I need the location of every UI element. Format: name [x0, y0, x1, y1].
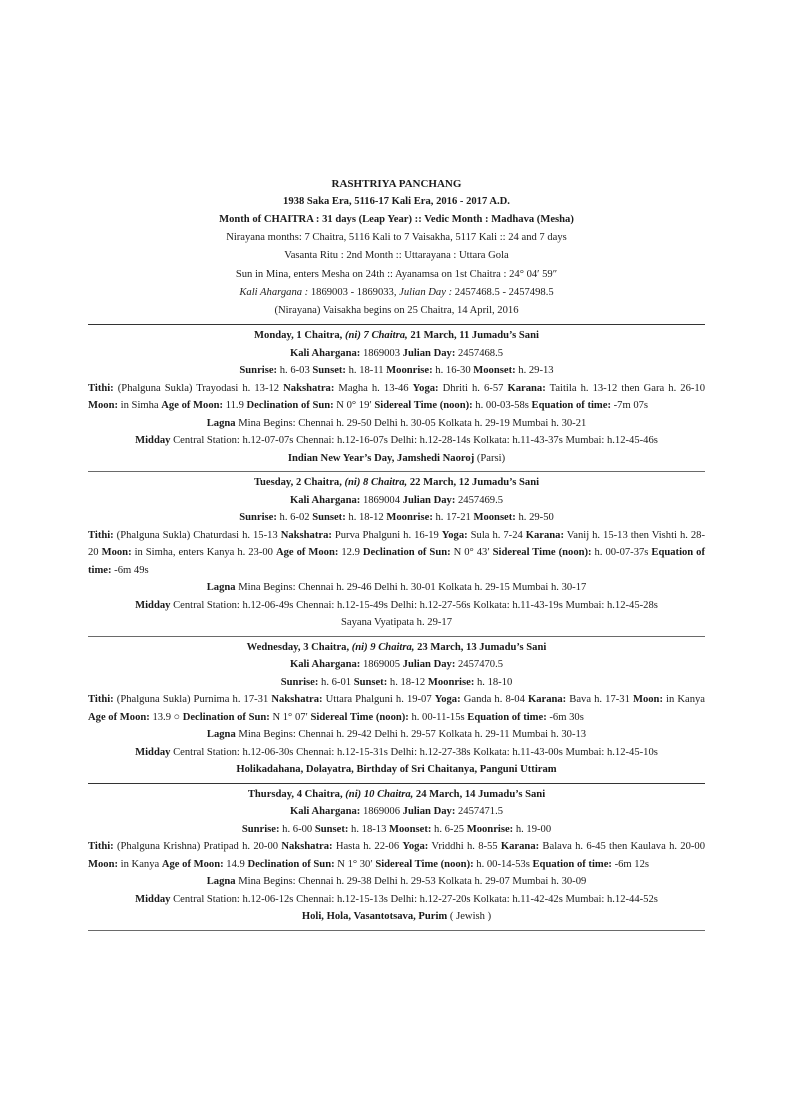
- weekday: Thursday, 4 Chaitra,: [247, 788, 346, 800]
- gregorian-date: 24 March, 14 Jumadu’s Sani: [413, 788, 546, 800]
- moon-label: Moon:: [88, 858, 119, 870]
- equation-of-time-label: Equation of time:: [88, 547, 705, 576]
- lagna-line: [88, 579, 705, 597]
- lagna-label: Lagna: [206, 729, 236, 741]
- sunrise-label: Sunrise:: [239, 512, 277, 524]
- julian-day-value: 2457468.5: [455, 347, 504, 359]
- tithi-paragraph: [88, 527, 705, 580]
- yoga-value: Vriddhi h. 8-55: [428, 841, 501, 853]
- equation-of-time-value: -6m 30s: [546, 711, 584, 723]
- kali-ahargana-value: 1869003: [360, 347, 403, 359]
- festival-name: Holikadahana, Dolayatra, Birthday of Sri Chaitanya, Panguni Uttiram: [236, 764, 557, 776]
- ahargana-line: [88, 803, 705, 821]
- page-title: RASHTRIYA PANCHANG: [331, 178, 462, 190]
- age-of-moon-label: Age of Moon:: [161, 400, 224, 412]
- midday-line: [88, 744, 705, 762]
- moon-label: Moon:: [88, 400, 119, 412]
- yoga-value: Ganda h. 8-04: [460, 694, 528, 706]
- karana-label: Karana:: [525, 529, 565, 541]
- julian-day-label: Julian Day:: [402, 806, 456, 818]
- sunrise-value: h. 6-02: [276, 512, 313, 524]
- midday-value: Central Station: h.12-06-49s Chennai: h.12-15-49s Delhi: h.12-27-56s Kolkata: h.11-43-19s Mumbai: h.12-45-28s: [170, 599, 658, 611]
- yoga-label: Yoga:: [412, 382, 439, 394]
- karana-value: Vanij h. 15-13 then Vishti h. 28-20: [88, 529, 705, 559]
- day-date-line: [88, 327, 705, 345]
- sunset-value: h. 18-11: [345, 365, 387, 377]
- midday-label: Midday: [135, 893, 171, 905]
- weekday: Tuesday, 2 Chaitra,: [253, 477, 345, 489]
- sunrise-label: Sunrise:: [280, 676, 319, 688]
- nakshatra-label: Nakshatra:: [281, 841, 333, 853]
- declination-label: Declination of Sun:: [182, 711, 270, 723]
- age-of-moon-value: 11.9: [223, 400, 247, 412]
- day-entry: [88, 474, 705, 632]
- nakshatra-value: Purva Phalguni h. 16-19: [331, 529, 442, 541]
- kali-ahargana-value: 1869005: [360, 659, 403, 671]
- karana-label: Karana:: [527, 694, 567, 706]
- karana-value: Taitila h. 13-12 then Gara h. 26-10: [545, 382, 706, 394]
- nirayana-line: Nirayana months: 7 Chaitra, 5116 Kali to 7 Vaisakha, 5117 Kali :: 24 and 7 days: [226, 232, 567, 243]
- tithi-value: (Phalguna Sukla) Trayodasi h. 13-12: [113, 382, 284, 394]
- section-divider: [88, 930, 705, 931]
- karana-label: Karana:: [507, 382, 546, 394]
- julian-day-value: 2457470.5: [455, 659, 504, 671]
- karana-value: Balava h. 6-45 then Kaulava h. 20-00: [539, 841, 706, 853]
- lagna-line: [88, 726, 705, 744]
- month-line: Month of CHAITRA : 31 days (Leap Year) :: Vedic Month : Madhava (Mesha): [219, 214, 574, 225]
- moonset-label: Moonset:: [389, 823, 432, 835]
- gregorian-date: 23 March, 13 Jumadu’s Sani: [414, 641, 547, 653]
- moonrise-value: h. 19-00: [513, 823, 552, 835]
- yoga-label: Yoga:: [434, 694, 461, 706]
- tithi-value: (Phalguna Sukla) Chaturdasi h. 15-13: [113, 529, 281, 541]
- kali-ahargana-value: 1869003 - 1869033,: [308, 286, 400, 298]
- kali-ahargana-label: Kali Ahargana:: [289, 347, 361, 359]
- section-divider: [88, 324, 705, 325]
- lagna-line: [88, 873, 705, 891]
- section-divider: [88, 636, 705, 637]
- yoga-label: Yoga:: [402, 841, 429, 853]
- weekday: Wednesday, 3 Chaitra,: [246, 641, 352, 653]
- tithi-paragraph: [88, 691, 705, 726]
- midday-label: Midday: [135, 599, 171, 611]
- midday-label: Midday: [135, 746, 171, 758]
- declination-label: Declination of Sun:: [246, 400, 334, 412]
- nakshatra-value: Magha h. 13-46: [334, 382, 413, 394]
- midday-line: [88, 597, 705, 615]
- midday-label: Midday: [135, 435, 171, 447]
- julian-day-label: Julian Day :: [399, 286, 453, 298]
- julian-day-value: 2457471.5: [455, 806, 504, 818]
- kali-ahargana-label: Kali Ahargana :: [239, 286, 309, 298]
- age-of-moon-label: Age of Moon:: [161, 858, 224, 870]
- age-of-moon-value: 12.9: [338, 547, 363, 559]
- vaisakha-line: (Nirayana) Vaisakha begins on 25 Chaitra, 14 April, 2016: [274, 305, 519, 317]
- midday-line: [88, 891, 705, 909]
- karana-label: Karana:: [500, 841, 540, 853]
- ahargana-line: [88, 492, 705, 510]
- sunrise-value: h. 6-00: [279, 823, 315, 835]
- moon-label: Moon:: [632, 694, 663, 706]
- yoga-value: Dhriti h. 6-57: [438, 382, 508, 394]
- equation-of-time-value: -7m 07s: [610, 400, 649, 412]
- day-date-line: [88, 474, 705, 492]
- midday-value: Central Station: h.12-07-07s Chennai: h.12-16-07s Delhi: h.12-28-14s Kolkata: h.11-43-37s Mumbai: h.12-45-46s: [170, 435, 658, 447]
- nakshatra-label: Nakshatra:: [271, 694, 323, 706]
- rise-set-line: [88, 362, 705, 380]
- sunset-label: Sunset:: [312, 512, 346, 524]
- declination-value: N 0° 43′: [450, 547, 493, 559]
- sunset-value: h. 18-12: [387, 676, 428, 688]
- julian-day-label: Julian Day:: [402, 659, 456, 671]
- kali-ahargana-label: Kali Ahargana:: [289, 659, 361, 671]
- sunrise-value: h. 6-01: [318, 676, 354, 688]
- moonrise-value: h. 18-10: [474, 676, 513, 688]
- section-divider: [88, 783, 705, 784]
- sidereal-time-label: Sidereal Time (noon):: [375, 858, 474, 870]
- equation-of-time-label: Equation of time:: [467, 711, 547, 723]
- festival-line: [88, 614, 705, 632]
- yoga-value: Sula h. 7-24: [467, 529, 526, 541]
- festival-line: [88, 761, 705, 779]
- festival-note: (Parsi): [474, 452, 506, 464]
- karana-value: Bava h. 17-31: [566, 694, 633, 706]
- sunset-label: Sunset:: [314, 823, 349, 835]
- midday-value: Central Station: h.12-06-30s Chennai: h.12-15-31s Delhi: h.12-27-38s Kolkata: h.11-43-00s Mumbai: h.12-45-10s: [170, 746, 658, 758]
- yoga-label: Yoga:: [441, 529, 468, 541]
- day-entry: [88, 327, 705, 467]
- lagna-label: Lagna: [206, 582, 236, 594]
- midday-value: Central Station: h.12-06-12s Chennai: h.12-15-13s Delhi: h.12-27-20s Kolkata: h.11-42-42s Mumbai: h.12-44-52s: [170, 893, 658, 905]
- festival-name: Holi, Hola, Vasantotsava, Purim: [301, 911, 448, 923]
- equation-of-time-label: Equation of time:: [532, 858, 612, 870]
- tithi-paragraph: [88, 380, 705, 415]
- tithi-value: (Phalguna Krishna) Pratipad h. 20-00: [113, 841, 282, 853]
- declination-value: N 1° 30′: [334, 858, 376, 870]
- sidereal-time-value: h. 00-03-58s: [472, 400, 532, 412]
- age-of-moon-value: 13.9 ○: [149, 711, 183, 723]
- moonrise-label: Moonrise:: [466, 823, 514, 835]
- kali-ahargana-value: 1869006: [360, 806, 403, 818]
- sunset-label: Sunset:: [312, 365, 346, 377]
- tithi-label: Tithi:: [88, 841, 114, 853]
- sunset-label: Sunset:: [353, 676, 388, 688]
- panchang-page: [88, 175, 705, 933]
- rise-set-line: [88, 821, 705, 839]
- moonset-value: h. 6-25: [431, 823, 467, 835]
- declination-value: N 0° 19′: [333, 400, 375, 412]
- era-line: 1938 Saka Era, 5116-17 Kali Era, 2016 - 2017 A.D.: [283, 196, 510, 207]
- ahargana-line: [88, 345, 705, 363]
- age-of-moon-value: 14.9: [223, 858, 248, 870]
- festival-line: [88, 908, 705, 926]
- ahargana-line: [88, 284, 705, 302]
- equation-of-time-value: -6m 12s: [611, 858, 650, 870]
- sidereal-time-label: Sidereal Time (noon):: [492, 547, 592, 559]
- sunrise-label: Sunrise:: [241, 823, 280, 835]
- moonset-label: Moonset:: [473, 365, 516, 377]
- lagna-value: Mina Begins: Chennai h. 29-38 Delhi h. 29-53 Kolkata h. 29-07 Mumbai h. 30-09: [235, 876, 587, 888]
- nirayana-date: (ni) 7 Chaitra,: [344, 330, 408, 342]
- sidereal-time-value: h. 00-11-15s: [408, 711, 468, 723]
- kali-ahargana-value: 1869004: [360, 494, 403, 506]
- section-divider: [88, 471, 705, 472]
- tithi-value: (Phalguna Sukla) Purnima h. 17-31: [113, 694, 272, 706]
- nakshatra-label: Nakshatra:: [280, 529, 332, 541]
- kali-ahargana-label: Kali Ahargana:: [289, 806, 361, 818]
- day-date-line: [88, 639, 705, 657]
- nirayana-date: (ni) 10 Chaitra,: [345, 788, 414, 800]
- sunset-value: h. 18-13: [348, 823, 390, 835]
- declination-value: N 1° 07′: [269, 711, 311, 723]
- equation-of-time-value: -6m 49s: [111, 564, 149, 576]
- age-of-moon-label: Age of Moon:: [275, 547, 339, 559]
- sunset-value: h. 18-12: [345, 512, 387, 524]
- gregorian-date: 22 March, 12 Jumadu’s Sani: [407, 477, 540, 489]
- julian-day-value: 2457468.5 - 2457498.5: [452, 286, 554, 298]
- nakshatra-value: Hasta h. 22-06: [332, 841, 403, 853]
- nakshatra-label: Nakshatra:: [283, 382, 335, 394]
- weekday: Monday, 1 Chaitra,: [254, 330, 345, 342]
- nirayana-date: (ni) 8 Chaitra,: [344, 477, 408, 489]
- day-entry: [88, 639, 705, 779]
- festival-note: ( Jewish ): [447, 911, 492, 923]
- age-of-moon-label: Age of Moon:: [88, 711, 150, 723]
- rise-set-line: [88, 509, 705, 527]
- moonrise-label: Moonrise:: [386, 365, 433, 377]
- moon-value: in Kanya: [662, 694, 706, 706]
- lagna-value: Mina Begins: Chennai h. 29-50 Delhi h. 30-05 Kolkata h. 29-19 Mumbai h. 30-21: [235, 417, 587, 429]
- julian-day-value: 2457469.5: [455, 494, 504, 506]
- moonset-value: h. 29-50: [515, 512, 554, 524]
- lagna-line: [88, 415, 705, 433]
- equation-of-time-label: Equation of time:: [531, 400, 611, 412]
- julian-day-label: Julian Day:: [402, 494, 456, 506]
- sun-line: Sun in Mina, enters Mesha on 24th :: Ayanamsa on 1st Chaitra : 24° 04′ 59″: [235, 268, 558, 280]
- festival-line: [88, 450, 705, 468]
- sidereal-time-label: Sidereal Time (noon):: [310, 711, 409, 723]
- day-date-line: [88, 786, 705, 804]
- moonrise-label: Moonrise:: [386, 512, 433, 524]
- lagna-value: Mina Begins: Chennai h. 29-46 Delhi h. 30-01 Kolkata h. 29-15 Mumbai h. 30-17: [235, 582, 587, 594]
- festival-note: Sayana Vyatipata h. 29-17: [340, 617, 452, 629]
- tithi-label: Tithi:: [88, 529, 114, 541]
- julian-day-label: Julian Day:: [402, 347, 456, 359]
- kali-ahargana-label: Kali Ahargana:: [289, 494, 361, 506]
- ritu-line: Vasanta Ritu : 2nd Month :: Uttarayana : Uttara Gola: [284, 250, 509, 262]
- moonrise-value: h. 16-30: [432, 365, 474, 377]
- tithi-paragraph: [88, 838, 705, 873]
- moon-value: in Kanya: [118, 858, 162, 870]
- sidereal-time-label: Sidereal Time (noon):: [374, 400, 473, 412]
- tithi-label: Tithi:: [88, 382, 114, 394]
- lagna-value: Mina Begins: Chennai h. 29-42 Delhi h. 29-57 Kolkata h. 29-11 Mumbai h. 30-13: [235, 729, 587, 741]
- sunrise-value: h. 6-03: [277, 365, 313, 377]
- declination-label: Declination of Sun:: [247, 858, 335, 870]
- moon-value: in Simha, enters Kanya h. 23-00: [131, 547, 276, 559]
- moonset-value: h. 29-13: [515, 365, 554, 377]
- lagna-label: Lagna: [206, 417, 236, 429]
- sidereal-time-value: h. 00-07-37s: [591, 547, 652, 559]
- lagna-label: Lagna: [206, 876, 236, 888]
- midday-line: [88, 432, 705, 450]
- ahargana-line: [88, 656, 705, 674]
- tithi-label: Tithi:: [88, 694, 114, 706]
- moonrise-label: Moonrise:: [427, 676, 475, 688]
- declination-label: Declination of Sun:: [362, 547, 451, 559]
- nakshatra-value: Uttara Phalguni h. 19-07: [322, 694, 435, 706]
- moon-value: in Simha: [118, 400, 162, 412]
- sidereal-time-value: h. 00-14-53s: [473, 858, 533, 870]
- moonrise-value: h. 17-21: [432, 512, 474, 524]
- moon-label: Moon:: [101, 547, 132, 559]
- gregorian-date: 21 March, 11 Jumadu’s Sani: [407, 330, 539, 342]
- festival-name: Indian New Year’s Day, Jamshedi Naoroj: [287, 452, 475, 464]
- day-entry: [88, 786, 705, 926]
- sunrise-label: Sunrise:: [239, 365, 278, 377]
- moonset-label: Moonset:: [473, 512, 516, 524]
- nirayana-date: (ni) 9 Chaitra,: [351, 641, 415, 653]
- rise-set-line: [88, 674, 705, 692]
